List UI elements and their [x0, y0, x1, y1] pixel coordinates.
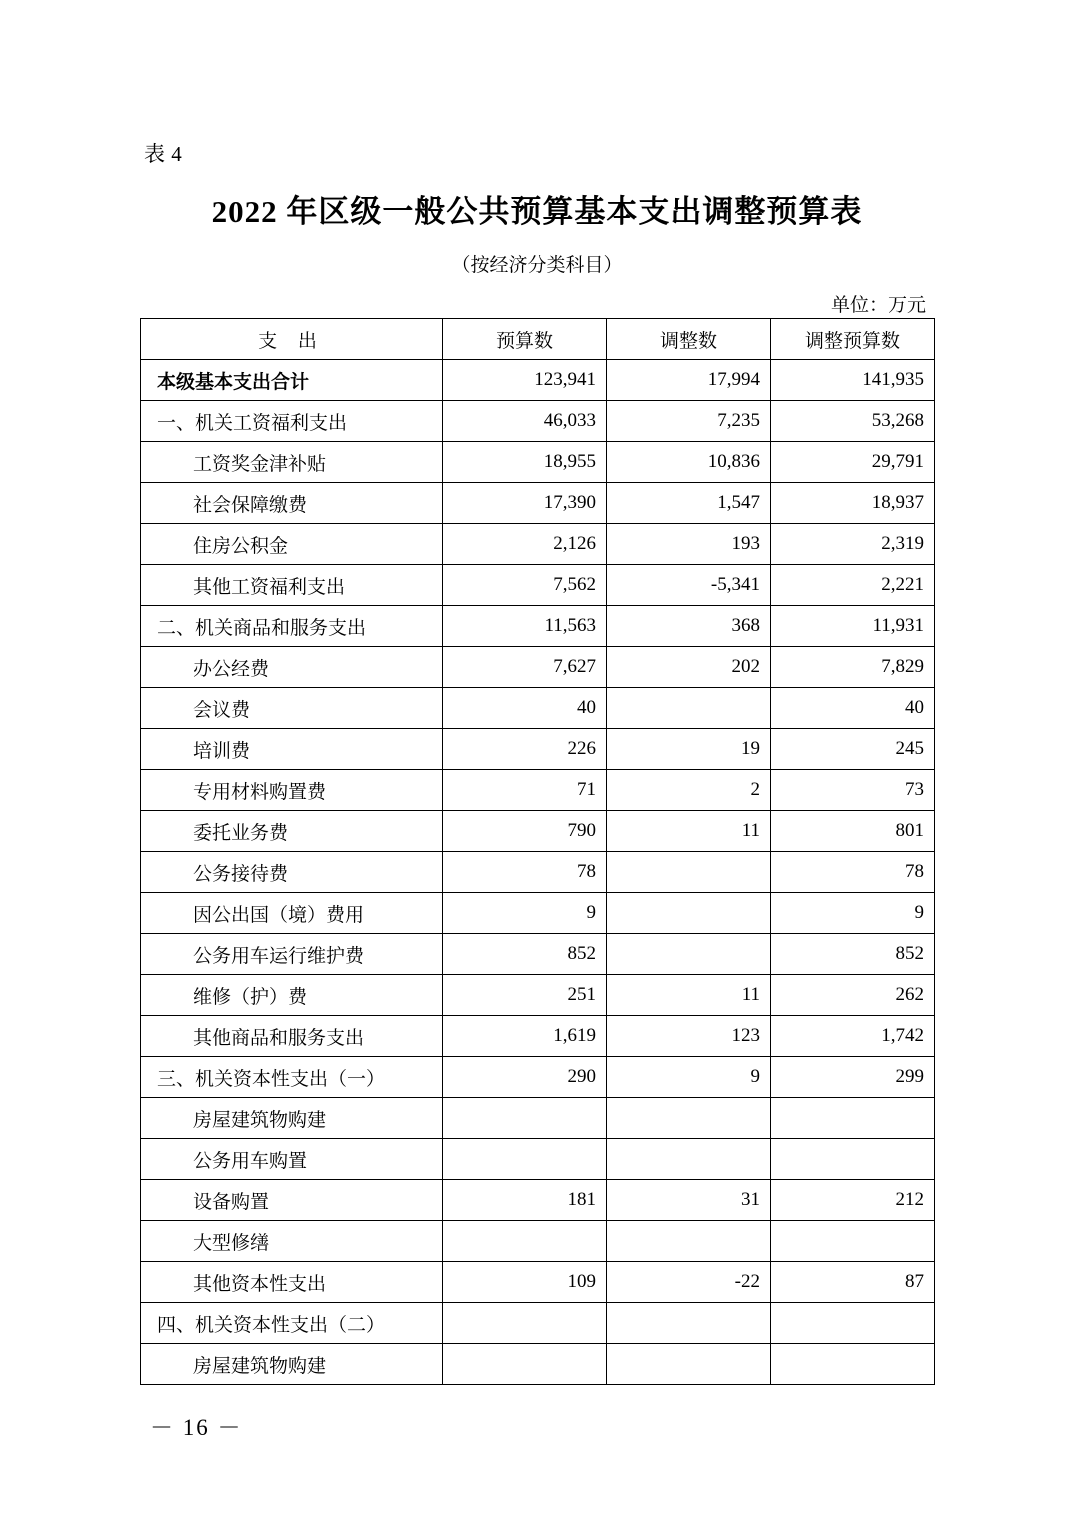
cell-expenditure — [141, 1262, 443, 1303]
cell-adjustment — [607, 1303, 771, 1344]
cell-adjusted-budget: 7,829 — [771, 647, 935, 688]
cell-expenditure — [141, 1057, 443, 1098]
unit-note: 单位：万元 — [830, 295, 926, 316]
table-header-row — [141, 319, 935, 360]
row-label: 一、机关工资福利支出 — [157, 412, 348, 434]
row-label: 房屋建筑物购建 — [193, 1109, 327, 1131]
cell-adjustment — [607, 1221, 771, 1262]
cell-budget: 7,627 — [443, 647, 607, 688]
table-row — [141, 1262, 935, 1303]
cell-expenditure — [141, 1221, 443, 1262]
cell-adjusted-budget: 262 — [771, 975, 935, 1016]
cell-budget — [443, 1221, 607, 1262]
cell-adjusted-budget: 2,319 — [771, 524, 935, 565]
table-row — [141, 606, 935, 647]
cell-adjustment — [607, 1098, 771, 1139]
cell-adjusted-budget: 852 — [771, 934, 935, 975]
cell-budget: 226 — [443, 729, 607, 770]
cell-expenditure — [141, 401, 443, 442]
cell-adjustment: 368 — [607, 606, 771, 647]
table-row — [141, 565, 935, 606]
row-label: 大型修缮 — [193, 1232, 270, 1254]
cell-budget: 2,126 — [443, 524, 607, 565]
cell-adjustment — [607, 1344, 771, 1385]
row-label: 其他商品和服务支出 — [193, 1027, 365, 1049]
cell-adjustment — [607, 934, 771, 975]
cell-expenditure — [141, 852, 443, 893]
cell-expenditure — [141, 524, 443, 565]
cell-budget: 78 — [443, 852, 607, 893]
cell-adjustment: 11 — [607, 975, 771, 1016]
cell-adjusted-budget: 9 — [771, 893, 935, 934]
cell-budget — [443, 1344, 607, 1385]
cell-expenditure — [141, 975, 443, 1016]
row-label: 会议费 — [193, 699, 251, 721]
cell-budget: 790 — [443, 811, 607, 852]
budget-table — [140, 318, 935, 1385]
row-label: 二、机关商品和服务支出 — [157, 617, 367, 639]
cell-adjusted-budget: 87 — [771, 1262, 935, 1303]
cell-adjustment — [607, 893, 771, 934]
table-row — [141, 524, 935, 565]
column-header-adjusted-budget: 调整预算数 — [771, 319, 935, 360]
table-row — [141, 1221, 935, 1262]
cell-budget: 251 — [443, 975, 607, 1016]
cell-expenditure — [141, 893, 443, 934]
cell-adjusted-budget — [771, 1344, 935, 1385]
page-title: 2022 年区级一般公共预算基本支出调整预算表 — [211, 194, 863, 229]
cell-adjustment: 2 — [607, 770, 771, 811]
table-row — [141, 1057, 935, 1098]
cell-adjusted-budget: 245 — [771, 729, 935, 770]
cell-budget: 181 — [443, 1180, 607, 1221]
cell-expenditure — [141, 688, 443, 729]
row-label: 公务用车购置 — [193, 1150, 308, 1172]
cell-adjustment: 123 — [607, 1016, 771, 1057]
cell-adjustment: 31 — [607, 1180, 771, 1221]
cell-adjustment — [607, 1139, 771, 1180]
row-label: 公务接待费 — [193, 863, 289, 885]
cell-expenditure — [141, 442, 443, 483]
cell-adjustment: -22 — [607, 1262, 771, 1303]
cell-adjusted-budget: 11,931 — [771, 606, 935, 647]
table-row — [141, 1139, 935, 1180]
cell-budget: 109 — [443, 1262, 607, 1303]
row-label: 住房公积金 — [193, 535, 289, 557]
row-label: 社会保障缴费 — [193, 494, 308, 516]
table-row — [141, 729, 935, 770]
table-row — [141, 1016, 935, 1057]
cell-expenditure — [141, 1344, 443, 1385]
cell-adjusted-budget: 78 — [771, 852, 935, 893]
cell-adjusted-budget: 1,742 — [771, 1016, 935, 1057]
cell-budget: 1,619 — [443, 1016, 607, 1057]
row-label: 其他工资福利支出 — [193, 576, 346, 598]
table-row — [141, 770, 935, 811]
cell-expenditure — [141, 811, 443, 852]
table-row — [141, 1303, 935, 1344]
cell-adjusted-budget: 141,935 — [771, 360, 935, 401]
cell-adjustment: 1,547 — [607, 483, 771, 524]
cell-adjusted-budget: 18,937 — [771, 483, 935, 524]
page-number: － 16 － — [150, 1415, 243, 1440]
cell-budget: 46,033 — [443, 401, 607, 442]
table-row — [141, 811, 935, 852]
table-row — [141, 401, 935, 442]
cell-adjustment: 202 — [607, 647, 771, 688]
cell-budget: 18,955 — [443, 442, 607, 483]
cell-adjusted-budget: 299 — [771, 1057, 935, 1098]
cell-budget: 17,390 — [443, 483, 607, 524]
table-label: 表 4 — [144, 142, 183, 166]
cell-adjusted-budget — [771, 1098, 935, 1139]
cell-adjusted-budget: 53,268 — [771, 401, 935, 442]
cell-adjusted-budget: 2,221 — [771, 565, 935, 606]
cell-expenditure — [141, 1303, 443, 1344]
row-label: 因公出国（境）费用 — [193, 904, 365, 926]
row-label: 维修（护）费 — [193, 986, 308, 1008]
cell-adjusted-budget: 801 — [771, 811, 935, 852]
cell-expenditure — [141, 483, 443, 524]
cell-expenditure — [141, 1098, 443, 1139]
cell-budget: 7,562 — [443, 565, 607, 606]
cell-adjustment — [607, 688, 771, 729]
row-label: 设备购置 — [193, 1191, 270, 1213]
cell-adjustment: -5,341 — [607, 565, 771, 606]
cell-expenditure — [141, 565, 443, 606]
row-label: 房屋建筑物购建 — [193, 1355, 327, 1377]
table-row — [141, 1180, 935, 1221]
cell-adjustment: 7,235 — [607, 401, 771, 442]
cell-expenditure — [141, 934, 443, 975]
cell-budget: 852 — [443, 934, 607, 975]
column-header-budget: 预算数 — [443, 319, 607, 360]
table-row — [141, 442, 935, 483]
column-header-adjustment: 调整数 — [607, 319, 771, 360]
cell-adjustment — [607, 852, 771, 893]
cell-budget — [443, 1139, 607, 1180]
cell-adjusted-budget — [771, 1221, 935, 1262]
row-label: 办公经费 — [193, 658, 270, 680]
table-row — [141, 647, 935, 688]
row-label: 工资奖金津补贴 — [193, 453, 327, 475]
table-row — [141, 893, 935, 934]
cell-expenditure — [141, 360, 443, 401]
cell-adjustment: 9 — [607, 1057, 771, 1098]
table-row — [141, 852, 935, 893]
row-label: 四、机关资本性支出（二） — [157, 1314, 386, 1336]
cell-adjusted-budget: 29,791 — [771, 442, 935, 483]
cell-expenditure — [141, 770, 443, 811]
row-label: 专用材料购置费 — [193, 781, 327, 803]
cell-adjusted-budget: 73 — [771, 770, 935, 811]
table-row — [141, 1098, 935, 1139]
table-row — [141, 360, 935, 401]
row-label: 委托业务费 — [193, 822, 289, 844]
row-label: 本级基本支出合计 — [157, 371, 310, 393]
cell-budget: 123,941 — [443, 360, 607, 401]
cell-expenditure — [141, 1016, 443, 1057]
cell-budget: 290 — [443, 1057, 607, 1098]
table-row — [141, 1344, 935, 1385]
row-label: 其他资本性支出 — [193, 1273, 327, 1295]
table-row — [141, 688, 935, 729]
column-header-expenditure: 支 出 — [141, 319, 443, 360]
cell-adjustment: 10,836 — [607, 442, 771, 483]
table-row — [141, 483, 935, 524]
cell-budget: 40 — [443, 688, 607, 729]
cell-expenditure — [141, 1180, 443, 1221]
table-row — [141, 975, 935, 1016]
cell-adjustment: 17,994 — [607, 360, 771, 401]
cell-adjustment: 11 — [607, 811, 771, 852]
cell-expenditure — [141, 1139, 443, 1180]
cell-budget: 9 — [443, 893, 607, 934]
cell-adjustment: 193 — [607, 524, 771, 565]
cell-budget — [443, 1303, 607, 1344]
cell-adjusted-budget — [771, 1303, 935, 1344]
cell-adjusted-budget: 212 — [771, 1180, 935, 1221]
cell-budget: 11,563 — [443, 606, 607, 647]
cell-budget: 71 — [443, 770, 607, 811]
row-label: 公务用车运行维护费 — [193, 945, 365, 967]
cell-budget — [443, 1098, 607, 1139]
cell-adjusted-budget — [771, 1139, 935, 1180]
row-label: 培训费 — [193, 740, 251, 762]
table-row — [141, 934, 935, 975]
cell-expenditure — [141, 647, 443, 688]
cell-expenditure — [141, 729, 443, 770]
row-label: 三、机关资本性支出（一） — [157, 1068, 386, 1090]
cell-adjustment: 19 — [607, 729, 771, 770]
page-subtitle: （按经济分类科目） — [451, 255, 623, 276]
cell-expenditure — [141, 606, 443, 647]
cell-adjusted-budget: 40 — [771, 688, 935, 729]
